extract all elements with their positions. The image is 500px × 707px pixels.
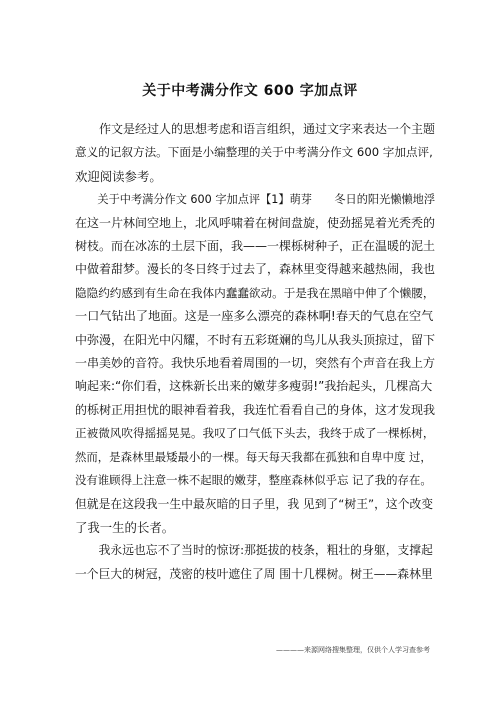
text-line: 但就是在这段我一生中最灰暗的日子里，我 见到了“树王”，这个改变	[75, 496, 434, 511]
text-line: 作文是经过人的思想考虑和语言组织，通过文字来表达一个主题	[75, 122, 436, 136]
document-title: 关于中考满分作文 600 字加点评	[142, 83, 358, 99]
text-line: 意义的记叙方法。下面是小编整理的关于中考满分作文 600 字加点评,	[75, 145, 433, 160]
text-line: 了我一生的长者。	[75, 519, 175, 535]
text-line: 一口气钻出了地面。这是一座多么漂亮的森林啊!春天的气息在空气	[75, 309, 434, 324]
text-line: 在这一片林间空地上，北风呼啸着在树间盘旋，使劲摇晃着光秃秃的	[75, 215, 436, 230]
document-body	[75, 118, 435, 586]
paragraph-essay-2	[75, 539, 435, 586]
text-line: 隐隐约约感到有生命在我体内蠢蠢欲动。于是我在黑暗中伸了个懒腰，	[75, 285, 435, 300]
text-line: 没有谁顾得上注意一株不起眼的嫩芽，整座森林似乎忘 记了我的存在。	[75, 473, 432, 488]
text-line: 响起来:“你们看，这株新长出来的嫩芽多瘦弱!”我抬起头，几棵高大	[75, 379, 433, 394]
text-line: 中做着甜梦。漫长的冬日终于过去了，森林里变得越来越热闹，我也	[75, 262, 436, 277]
paragraph-essay-1	[75, 188, 435, 539]
text-line: 然而，是森林里最矮最小的一棵。每天每天我都在孤独和自卑中度 过，	[75, 449, 432, 464]
text-line: 一个巨大的树冠，茂密的枝叶遮住了周 围十几棵树。树王——森林里	[75, 566, 433, 581]
text-line: 树枝。而在冰冻的土层下面，我——一棵栎树种子，正在温暖的泥土	[75, 239, 436, 254]
paragraph-intro	[75, 118, 435, 188]
text-line: 欢迎阅读参考。	[75, 168, 162, 184]
text-line: 我永远也忘不了当时的惊讶:那挺拔的枝条，粗壮的身躯，支撑起	[75, 543, 433, 558]
text-line: 的栎树正用担忧的眼神看着我，我连忙看看自己的身体，这才发现我	[75, 402, 436, 417]
text-line: 正被微风吹得摇摇晃晃。我叹了口气低下头去，我终于成了一棵栎树，	[75, 426, 435, 441]
text-line: 一串美妙的音符。我快乐地看着周围的一切，突然有个声音在我上方	[75, 356, 436, 371]
source-footer: ————来源网络搜集整理，仅供个人学习查参考	[276, 646, 430, 654]
text-line: 关于中考满分作文 600 字加点评【1】萌芽 冬日的阳光懒懒地浮	[75, 193, 436, 207]
text-line: 中弥漫，在阳光中闪耀，不时有五彩斑斓的鸟儿从我头顶掠过，留下	[75, 332, 436, 347]
